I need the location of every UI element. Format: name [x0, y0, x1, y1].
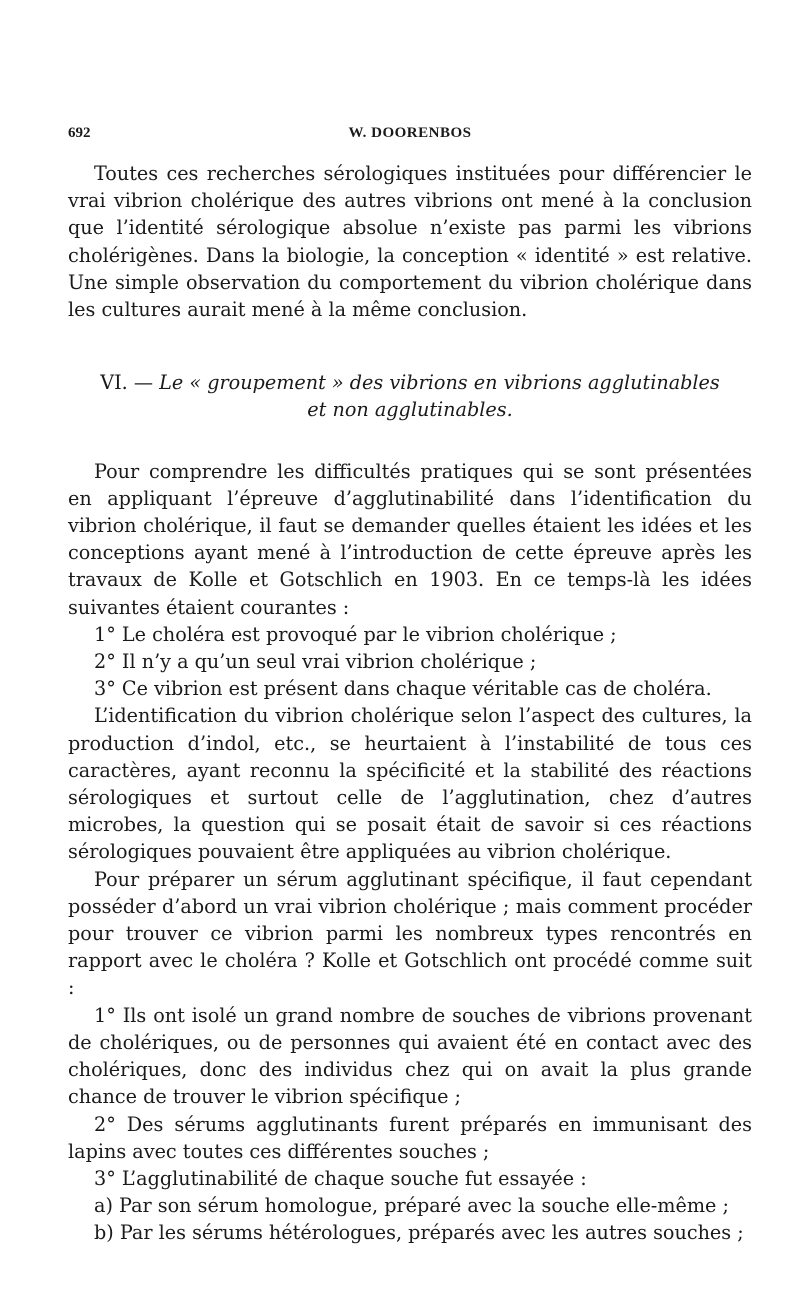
page-header [68, 118, 752, 146]
list-item: 2° Des sérums agglutinants furent préparés en immunisant des lapins avec toutes ces différentes souches ; [68, 1112, 752, 1163]
paragraph-serum: Pour préparer un sérum agglutinant spécifique, il faut cependant posséder d’abord un vrai vibrion cholérique ; mais comment procéder pour trouver ce vibrion parmi les nombreux types rencontrés en rapport avec le choléra ? Kolle et Gotschlich ont procédé comme suit : [68, 867, 752, 1000]
document-page [68, 118, 752, 1247]
list-item: b) Par les sérums hétérologues, préparés avec les autres souches ; [94, 1221, 744, 1245]
list-item: 1° Ils ont isolé un grand nombre de souches de vibrions provenant de cholériques, ou de personnes qui avaient été en contact avec des cholériques, donc des individus chez qui on avait la plus grande chance de trouver le vibrion spécifique ; [68, 1003, 752, 1109]
section-title-line-1: Le « groupement » des vibrions en vibrions agglutinables [159, 371, 720, 395]
paragraph-identification: L’identification du vibrion cholérique selon l’aspect des cultures, la production d’indol, etc., se heurtaient à l’instabilité de tous ces caractères, ayant reconnu la spécificité et la stabilité des réactions sérologiques et surtout celle de l’agglutination, chez d’autres microbes, la question qui se posait était de savoir si ces réactions sérologiques pouvaient être appliquées au vibrion cholérique. [68, 704, 752, 864]
paragraph-difficulties: Pour comprendre les difficultés pratiques qui se sont présentées en appliquant l’épreuve d’agglutinabilité dans l’identification du vibrion cholérique, il faut se demander quelles étaient les idées et les conceptions ayant mené à l’introduction de cette épreuve après les travaux de Kolle et Gotschlich en 1903. En ce temps-là les idées suivantes étaient courantes : [68, 459, 752, 619]
section-heading [68, 369, 752, 423]
list-item: 1° Le choléra est provoqué par le vibrion cholérique ; [94, 622, 617, 646]
list-item: 3° Ce vibrion est présent dans chaque véritable cas de choléra. [94, 677, 712, 701]
section-title-line-2: et non agglutinables. [307, 398, 513, 422]
paragraph-intro: Toutes ces recherches sérologiques instituées pour différencier le vrai vibrion cholérique des autres vibrions ont mené à la conclusion que l’identité sérologique absolue n’existe pas parmi les vibrions cholérigènes. Dans la biologie, la conception « identité » est relative. Une simple observation du comportement du vibrion cholérique dans les cultures aurait mené à la même conclusion. [68, 162, 752, 322]
list-item: 3° L’agglutinabilité de chaque souche fut essayée : [94, 1166, 587, 1190]
list-item: a) Par son sérum homologue, préparé avec la souche elle-même ; [94, 1194, 729, 1218]
section-number: VI. — [100, 371, 154, 395]
page-number: 692 [68, 125, 91, 141]
list-item: 2° Il n’y a qu’un seul vrai vibrion cholérique ; [94, 650, 537, 674]
running-title: W. DOORENBOS [348, 125, 472, 141]
